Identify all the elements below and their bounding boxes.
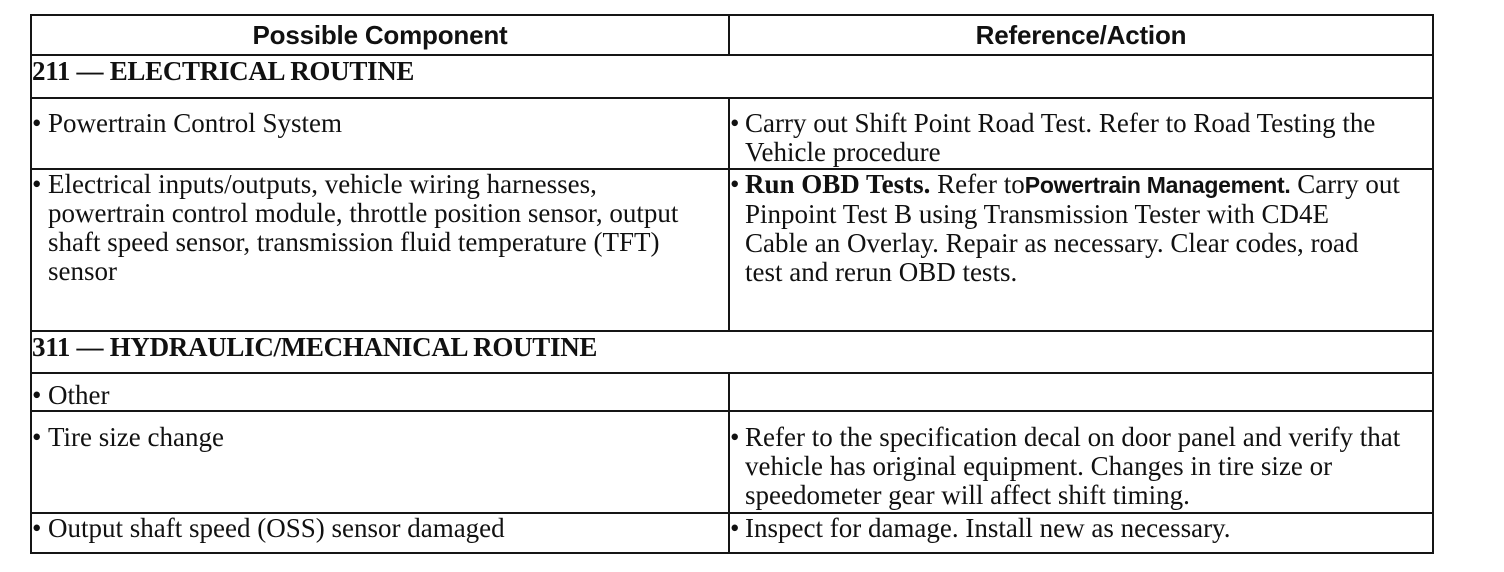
table-row: [31, 169, 1433, 331]
component-text-line: shaft speed sensor, transmission fluid temperature (TFT): [48, 227, 660, 257]
component-text: Other: [48, 380, 110, 410]
component-cell: [31, 98, 729, 169]
action-text-line: [745, 170, 1432, 200]
component-cell: [31, 411, 729, 513]
action-text-line: Vehicle procedure: [745, 137, 941, 167]
action-text-segment: Carry out: [1290, 169, 1400, 199]
header-reference-action: Reference/Action: [729, 15, 1433, 55]
bullet: •: [32, 169, 42, 199]
component-text-line: powertrain control module, throttle position sensor, output: [48, 198, 679, 228]
component-text: Tire size change: [48, 422, 224, 452]
table-row: [31, 98, 1433, 169]
table-row: [31, 513, 1433, 553]
bullet: •: [730, 108, 740, 138]
bullet: •: [730, 422, 740, 452]
table-row: [31, 411, 1433, 513]
section-heading-electrical-routine: 211 — ELECTRICAL ROUTINE: [31, 55, 1433, 98]
component-text-line: sensor: [48, 256, 117, 286]
action-text-line: Refer to the specification decal on door panel and verify that: [745, 422, 1401, 452]
component-text: Output shaft speed (OSS) sensor damaged: [48, 513, 505, 543]
bullet: •: [32, 380, 42, 410]
bullet: •: [730, 513, 740, 543]
action-cell: [729, 98, 1433, 169]
bullet: •: [32, 422, 42, 452]
component-cell: [31, 513, 729, 553]
action-text-segment: Refer to: [930, 169, 1025, 199]
section-row-hydraulic-mechanical: [31, 331, 1433, 373]
component-text-line: Electrical inputs/outputs, vehicle wiring harnesses,: [48, 169, 597, 199]
component-cell: [31, 373, 729, 411]
table-row: [31, 373, 1433, 411]
bullet: •: [32, 513, 42, 543]
action-cell: [729, 411, 1433, 513]
section-row-electrical: [31, 55, 1433, 98]
action-text-line: speedometer gear will affect shift timing.: [745, 480, 1190, 510]
action-text-line: Pinpoint Test B using Transmission Tester with CD4E: [745, 199, 1330, 229]
action-text-line: Carry out Shift Point Road Test. Refer to Road Testing the: [745, 108, 1376, 138]
component-cell: [31, 169, 729, 331]
header-possible-component: Possible Component: [31, 15, 729, 55]
section-heading-hydraulic-mechanical-routine: 311 — HYDRAULIC/MECHANICAL ROUTINE: [31, 331, 1433, 373]
diagnosis-table: [30, 14, 1434, 554]
action-cell: [729, 169, 1433, 331]
run-obd-tests-text: Run OBD Tests.: [745, 169, 931, 199]
action-cell-empty: [729, 373, 1433, 411]
table-header-row: [31, 15, 1433, 55]
action-text-line: Inspect for damage. Install new as necessary.: [745, 513, 1231, 543]
action-text-line: vehicle has original equipment. Changes in tire size or: [745, 451, 1333, 481]
action-text-line: test and rerun OBD tests.: [745, 257, 1018, 287]
action-text-line: Cable an Overlay. Repair as necessary. Clear codes, road: [745, 228, 1359, 258]
bullet: •: [730, 169, 740, 199]
action-cell: [729, 513, 1433, 553]
component-text: Powertrain Control System: [48, 108, 342, 138]
powertrain-management-reference: Powertrain Management.: [1024, 172, 1291, 198]
bullet: •: [32, 108, 42, 138]
